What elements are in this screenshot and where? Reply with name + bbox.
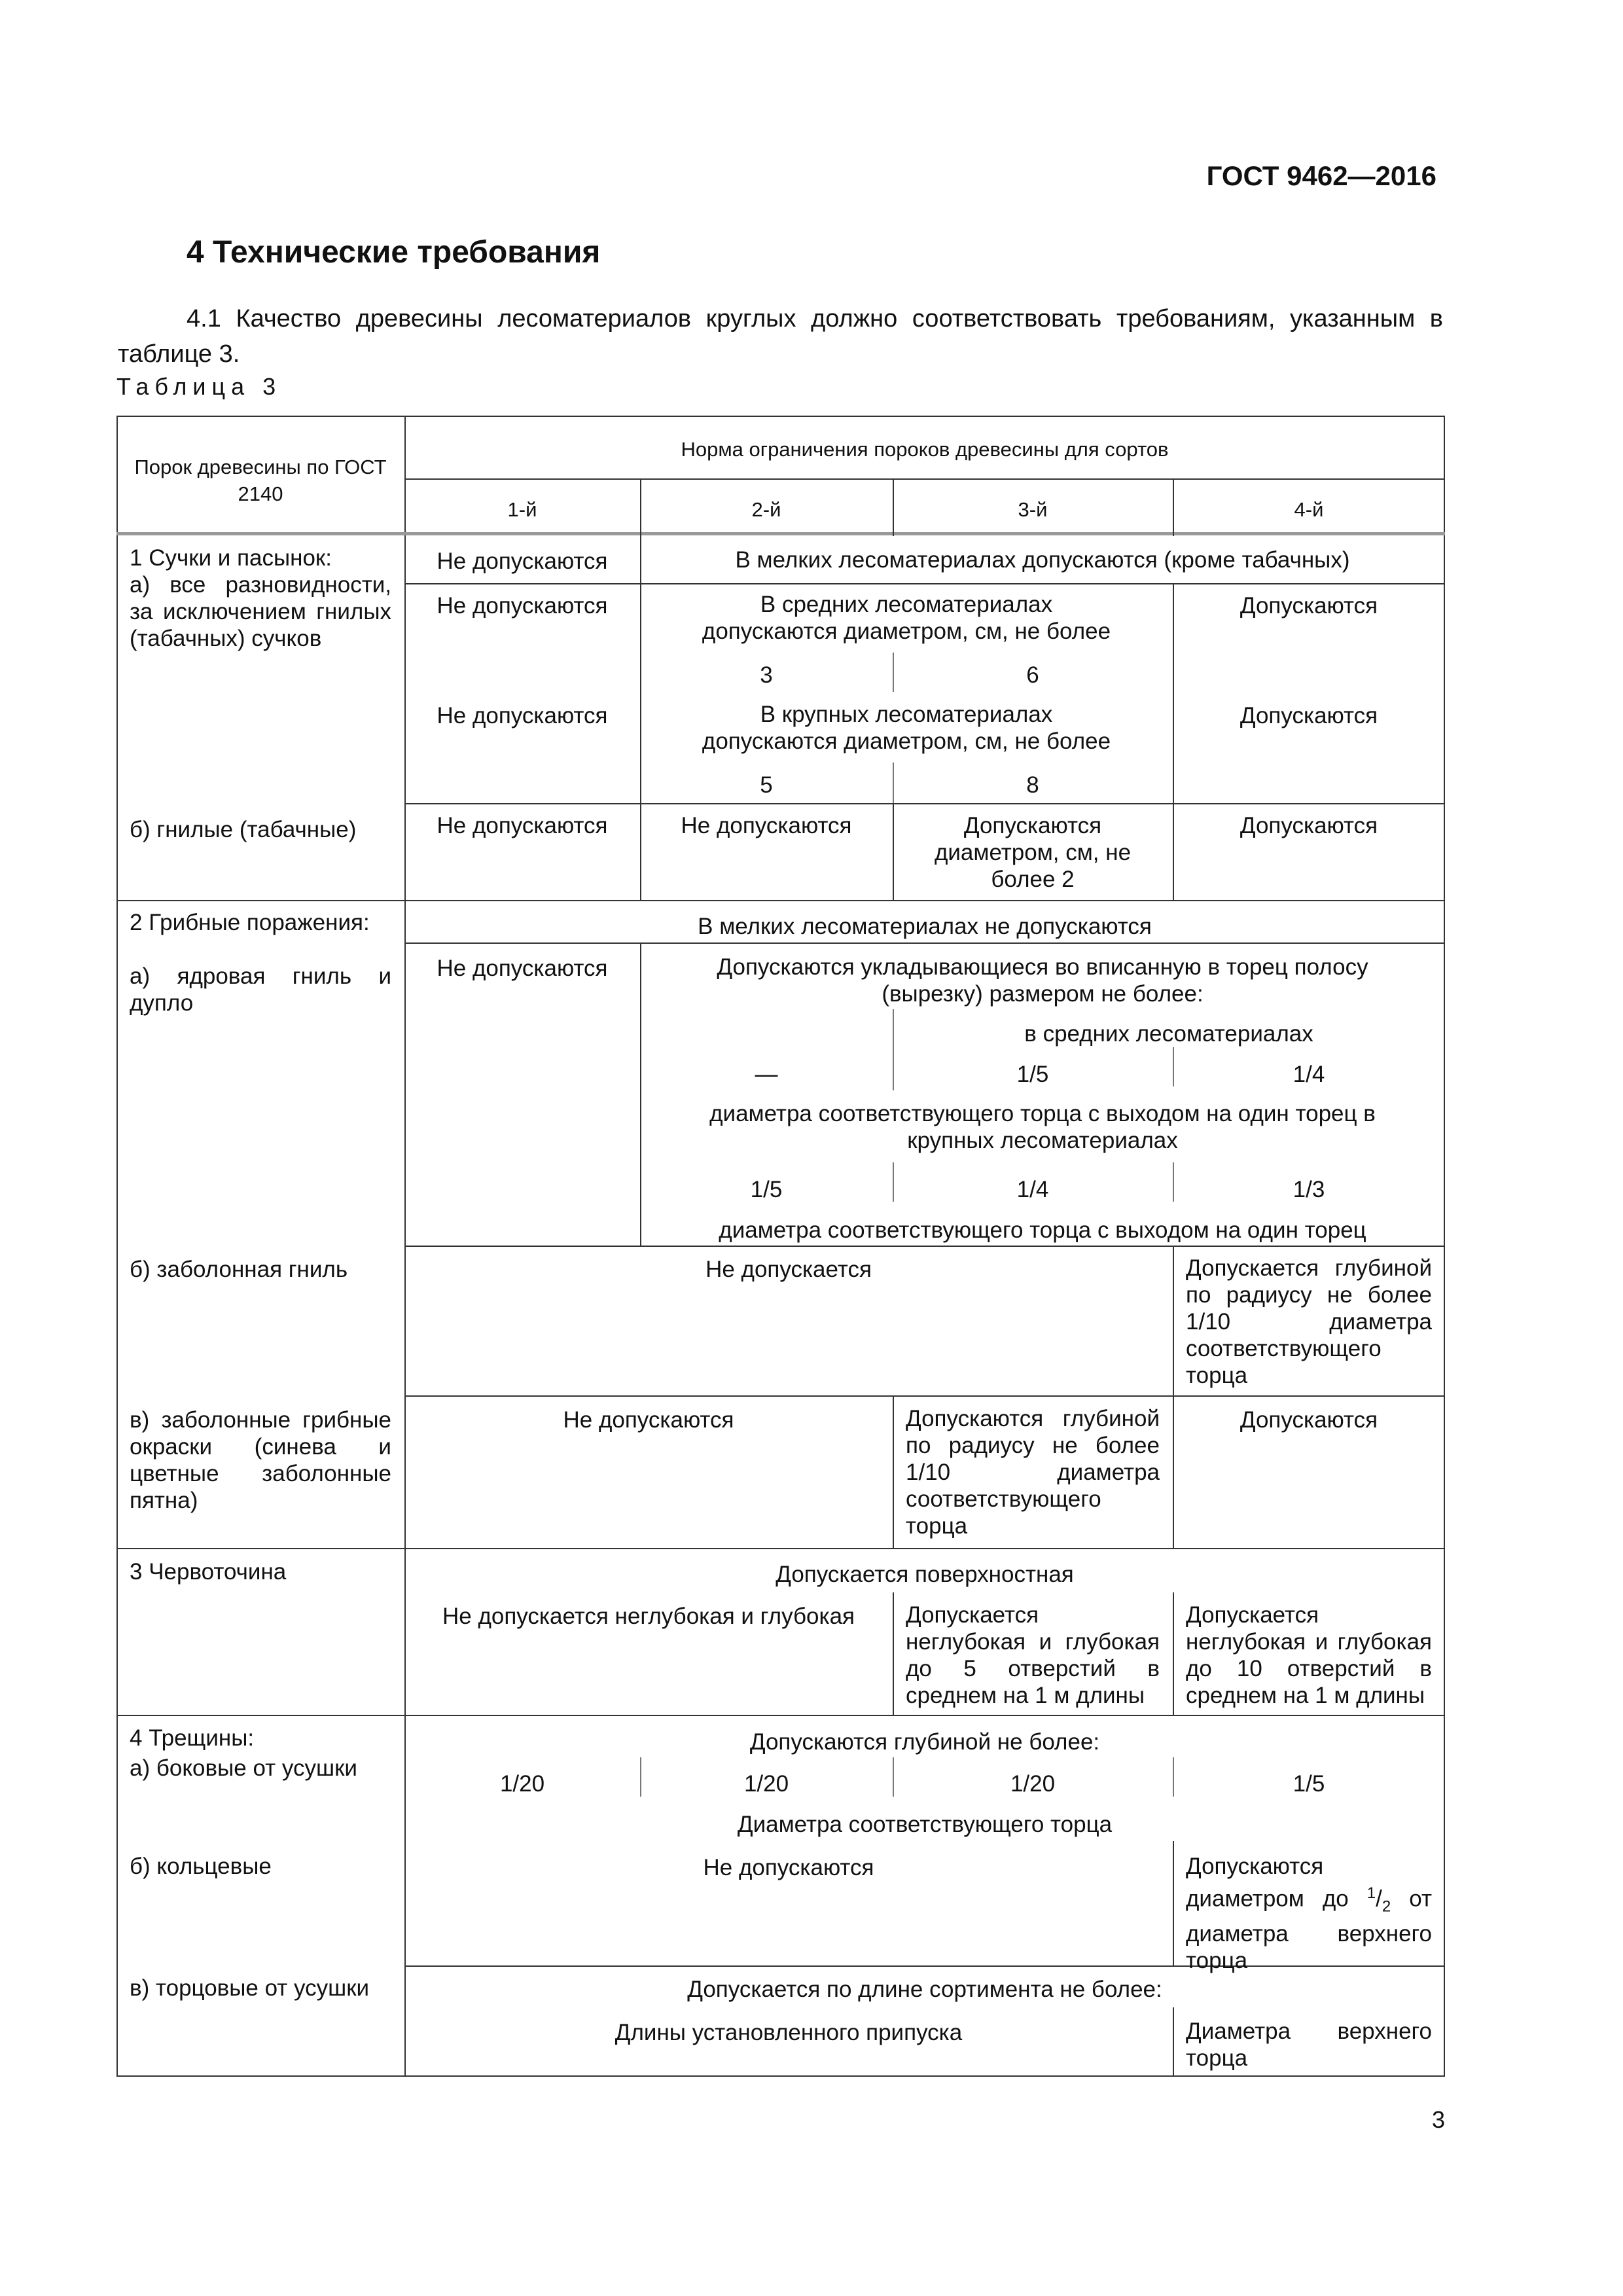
fungal-core-medium-grade-2: — — [755, 1062, 778, 1087]
knots-rotten-grade-4: Допускаются — [1240, 813, 1378, 838]
fungal-core-medium-grade-3: 1/5 — [1016, 1062, 1049, 1087]
header-defect: Порок древесины по ГОСТ 2140 — [134, 456, 387, 505]
knots-large-grade-3: 8 — [1026, 772, 1039, 798]
cracks-side-grade-1: 1/20 — [499, 1771, 545, 1797]
cracks-depth-note: Допускаются глубиной не более: — [749, 1729, 1100, 1755]
knots-large-grade-4: Допускаются — [1240, 703, 1378, 728]
knots-medium-grade-3: 6 — [1026, 662, 1039, 688]
fungal-core-medium-grade-4: 1/4 — [1293, 1062, 1325, 1087]
knots-small-grade-1: Не допускаются — [437, 548, 608, 574]
knots-a-label: а) все разновидности, за исключением гнилых (табачных) сучков — [130, 572, 391, 651]
fungal-core-large-grade-2: 1/5 — [750, 1177, 783, 1202]
knots-rotten-grade-1: Не допускаются — [437, 813, 608, 838]
intro-paragraph: 4.1 Качество древесины лесоматериалов круглых должно соответствовать требованиям, указанным в таблице 3. — [118, 305, 1443, 368]
fungal-sap-grade-4: Допускается глубиной по радиусу не более 1/10 диаметра соответствующего торца — [1186, 1255, 1432, 1388]
fungal-core-medium: в средних лесоматериалах — [1024, 1021, 1313, 1047]
knots-large-grade-1: Не допускаются — [437, 703, 608, 728]
fungal-b-label: б) заболонная гниль — [130, 1257, 348, 1282]
cracks-diameter-note: Диаметра соответствующего торца — [737, 1812, 1113, 1837]
defects-table — [116, 416, 1445, 2077]
fungal-c-label: в) заболонные грибные окраски (синева и цветные заболонные пятна) — [130, 1407, 391, 1513]
cracks-ring-grade-4: Допускаются диаметром до $^1/_2$ от диаметра верхнего торца — [1186, 1854, 1432, 1973]
cracks-ring-grades-1-3: Не допускаются — [703, 1855, 874, 1880]
worm-grade-4: Допускается неглубокая и глубокая до 10 отверстий в среднем на 1 м длины — [1186, 1602, 1432, 1708]
fungal-core-grade-1: Не допускаются — [437, 956, 608, 981]
fungal-small-all: В мелких лесоматериалах не допускаются — [698, 914, 1152, 939]
cracks-side-grade-2: 1/20 — [743, 1771, 789, 1797]
cracks-end-length-note: Допускается по длине сортимента не более: — [687, 1977, 1162, 2002]
header-grade-1: 1-й — [507, 498, 537, 521]
knots-b-label: б) гнилые (табачные) — [130, 817, 357, 842]
fungal-core-end-note: диаметра соответствующего торца с выходом на один торец — [719, 1217, 1366, 1243]
section-title: 4 Технические требования — [187, 235, 601, 270]
worm-grade-3: Допускается неглубокая и глубокая до 5 отверстий в среднем на 1 м длины — [906, 1602, 1160, 1708]
knots-medium-note: В средних лесоматериалах допускаются диаметром, см, не более — [702, 592, 1111, 644]
knots-rotten-grade-2: Не допускаются — [681, 813, 852, 838]
knots-medium-grade-2: 3 — [760, 662, 773, 688]
cracks-b-label: б) кольцевые — [130, 1854, 272, 1879]
table-caption: Таблица 3 — [116, 373, 282, 400]
header-norm: Норма ограничения пороков древесины для сортов — [681, 438, 1169, 461]
worm-surface: Допускается поверхностная — [776, 1562, 1074, 1587]
fungal-stain-grades-1-2: Не допускаются — [563, 1407, 734, 1433]
worm-label: 3 Червоточина — [130, 1559, 287, 1585]
header-grade-4: 4-й — [1294, 498, 1324, 521]
knots-medium-grade-1: Не допускаются — [437, 593, 608, 619]
cracks-side-grade-3: 1/20 — [1010, 1771, 1056, 1797]
knots-label: 1 Сучки и пасынок: — [130, 545, 332, 571]
fungal-sap-grades-1-3: Не допускается — [705, 1257, 872, 1282]
knots-large-grade-2: 5 — [760, 772, 773, 798]
header-grade-2: 2-й — [751, 498, 781, 521]
cracks-label: 4 Трещины: — [130, 1725, 255, 1751]
fungal-core-large-note: диаметра соответствующего торца с выходом на один торец в крупных лесоматериалах — [709, 1101, 1376, 1153]
cracks-end-grades-1-3: Длины установленного припуска — [615, 2020, 963, 2045]
fungal-a-label: а) ядровая гниль и дупло — [130, 963, 391, 1016]
fungal-core-large-grade-4: 1/3 — [1293, 1177, 1325, 1202]
page-number: 3 — [1431, 2106, 1445, 2133]
fungal-label: 2 Грибные поражения: — [130, 910, 370, 935]
document-id: ГОСТ 9462—2016 — [1206, 160, 1436, 191]
fungal-core-large-grade-3: 1/4 — [1016, 1177, 1049, 1202]
fungal-stain-grade-4: Допускаются — [1240, 1407, 1378, 1433]
knots-rotten-grade-3: Допускаются диаметром, см, не более 2 — [934, 813, 1132, 892]
knots-large-note: В крупных лесоматериалах допускаются диаметром, см, не более — [702, 702, 1111, 754]
knots-small-grades-2-4: В мелких лесоматериалах допускаются (кроме табачных) — [735, 547, 1350, 573]
cracks-side-grade-4: 1/5 — [1293, 1771, 1325, 1797]
cracks-end-grade-4: Диаметра верхнего торца — [1186, 2018, 1432, 2071]
fungal-core-note: Допускаются укладывающиеся во вписанную в торец полосу (вырезку) размером не более: — [717, 954, 1368, 1007]
worm-grades-1-2: Не допускается неглубокая и глубокая — [442, 1604, 855, 1629]
fungal-stain-grade-3: Допускаются глубиной по радиусу не более 1/10 диаметра соответствующего торца — [906, 1406, 1160, 1539]
knots-medium-grade-4: Допускаются — [1240, 593, 1378, 619]
cracks-c-label: в) торцовые от усушки — [130, 1975, 370, 2001]
cracks-a-label: а) боковые от усушки — [130, 1755, 357, 1781]
header-grade-3: 3-й — [1018, 498, 1048, 521]
